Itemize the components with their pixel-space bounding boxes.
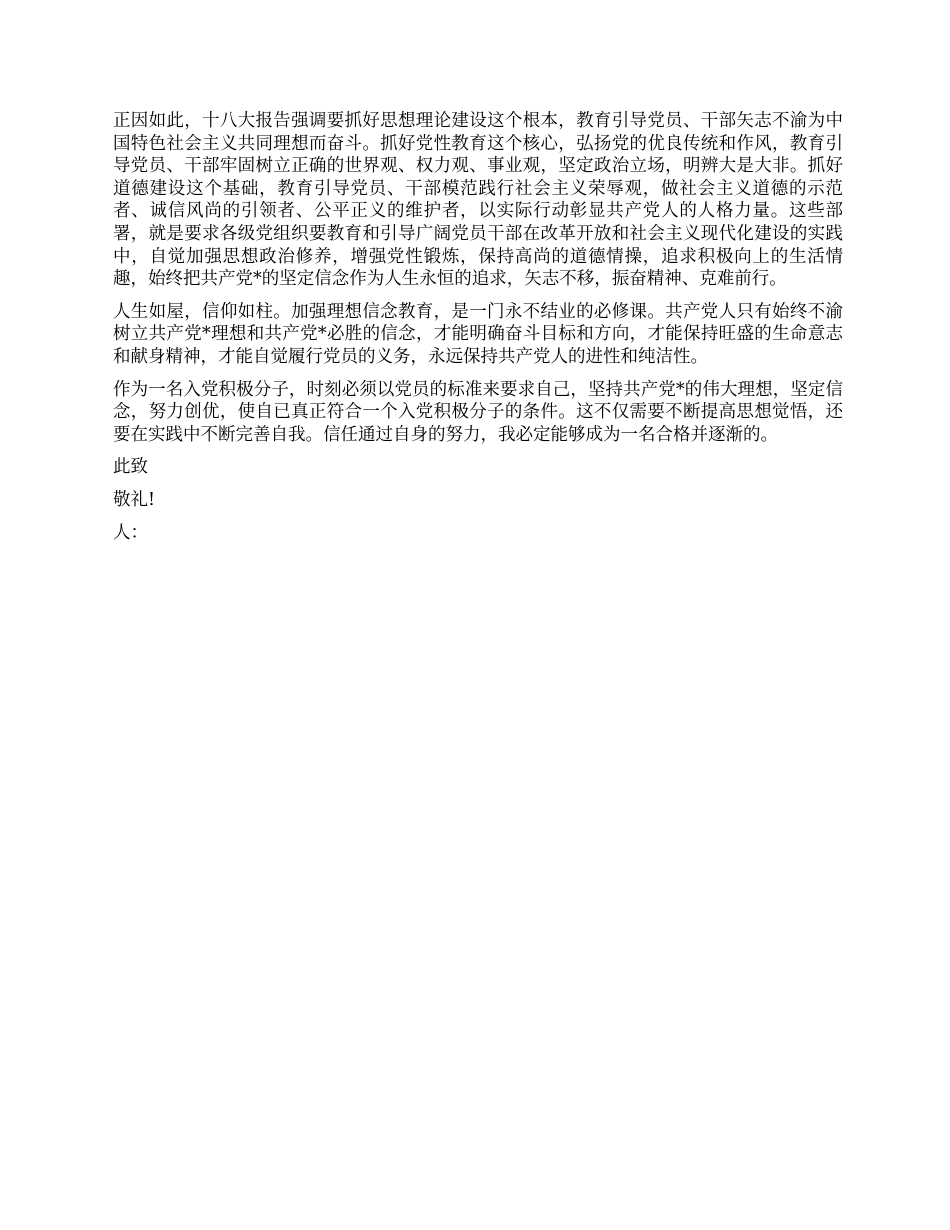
signature-line: 人： [113, 522, 148, 543]
closing-regards: 敬礼! [113, 489, 156, 510]
letter-body [113, 110, 843, 554]
paragraph-faith-education: 人生如屋，信仰如柱。加强理想信念教育，是一门永不结业的必修课。共产党人只有始终不渝树立共产党*理想和共产党*必胜的信念，才能明确奋斗目标和方向，才能保持旺盛的生命意志和献身精神，才能自觉履行党员的义务，永远保持共产党人的进性和纯洁性。 [113, 301, 843, 367]
paragraph-party-building: 正因如此，十八大报告强调要抓好思想理论建设这个根本，教育引导党员、干部矢志不渝为中国特色社会主义共同理想而奋斗。抓好党性教育这个核心，弘扬党的优良传统和作风，教育引导党员、干部牢固树立正确的世界观、权力观、事业观，坚定政治立场，明辨大是大非。抓好道德建设这个基础，教育引导党员、干部模范践行社会主义荣辱观，做社会主义道德的示范者、诚信风尚的引领者、公平正义的维护者，以实际行动彰显共产党人的人格力量。这些部署，就是要求各级党组织要教育和引导广阔党员干部在改革开放和社会主义现代化建设的实践中，自觉加强思想政治修养，增强党性锻炼，保持高尚的道德情操，追求积极向上的生活情趣，始终把共产党*的坚定信念作为人生永恒的追求，矢志不移，振奋精神、克难前行。 [113, 111, 843, 290]
closing-salutation: 此致 [113, 457, 148, 478]
paragraph-personal-commitment: 作为一名入党积极分子，时刻必须以党员的标准来要求自己，坚持共产党*的伟大理想，坚定信念，努力创优，使自已真正符合一个入党积极分子的条件。这不仅需要不断提高思想觉悟，还要在实践中不断完善自我。信任通过自身的努力，我必定能够成为一名合格并逐渐的。 [113, 379, 843, 445]
